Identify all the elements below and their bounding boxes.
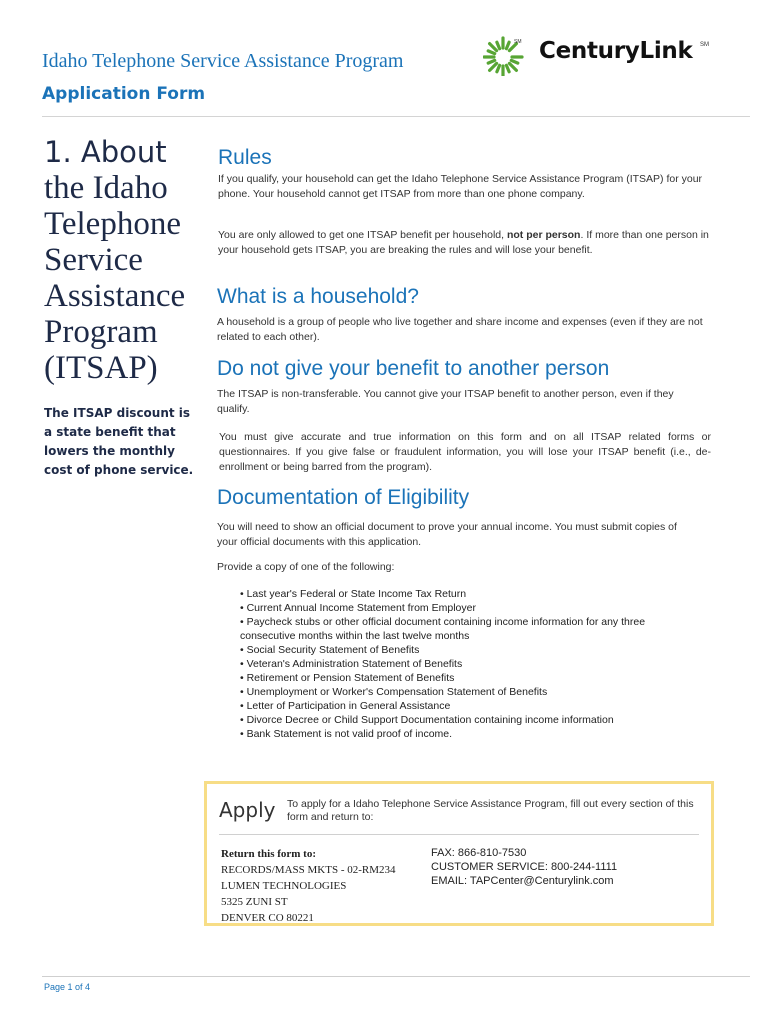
return-line: 5325 ZUNI ST (221, 896, 288, 908)
document-item: • Social Security Statement of Benefits (240, 643, 695, 657)
document-item: • Divorce Decree or Child Support Documentation containing income information (240, 713, 695, 727)
document-item: • Letter of Participation in General Assistance (240, 699, 695, 713)
logo-ray (509, 63, 516, 70)
customer-service-number: CUSTOMER SERVICE: 800-244-1111 (431, 861, 618, 873)
document-item: • Unemployment or Worker's Compensation Statement of Benefits (240, 685, 695, 699)
logo-text: CenturyLink (539, 38, 693, 64)
documentation-heading: Documentation of Eligibility (217, 486, 470, 509)
header-divider (42, 116, 750, 117)
logo-ray (511, 60, 518, 63)
logo-mark-label: SM (514, 39, 522, 45)
rules-p2-end: . If more than one person in your household gets ITSAP, you are breaking the rules and will lose your benefit. (218, 229, 709, 256)
document-item: • Last year's Federal or State Income Tax Return (240, 587, 695, 601)
rules-paragraph-2 (218, 228, 710, 258)
centurylink-logo-icon (483, 36, 531, 76)
return-line: RECORDS/MASS MKTS - 02-RM234 (221, 864, 396, 876)
apply-divider (219, 834, 699, 835)
apply-heading: Apply (219, 798, 276, 822)
documents-list (240, 587, 695, 741)
documentation-instruction: Provide a copy of one of the following: (217, 561, 395, 573)
documentation-paragraph: You will need to show an official document to prove your annual income. You must submit copies of your official documents with this application. (217, 521, 677, 548)
itsap-note: The ITSAP discount is a state benefit that lowers the monthly cost of phone service. (44, 406, 194, 477)
rules-p2-start: You are only allowed to get one ITSAP benefit per household, (218, 229, 507, 241)
logo-ray (497, 65, 500, 72)
household-paragraph: A household is a group of people who live together and share income and expenses (even if they are not related to each other). (217, 316, 703, 343)
fax-number: FAX: 866-810-7530 (431, 847, 527, 859)
document-item: • Bank Statement is not valid proof of income. (240, 727, 695, 741)
footer-divider (42, 976, 750, 977)
documents-list-items (240, 587, 695, 741)
return-label: Return this form to: (221, 848, 317, 860)
logo-ray (490, 63, 497, 70)
section-title-rest: the Idaho Telephone Service Assistance Program (ITSAP) (44, 170, 186, 386)
document-item: • Current Annual Income Statement from Employer (240, 601, 695, 615)
return-line: LUMEN TECHNOLOGIES (221, 880, 347, 892)
benefit-paragraph-1: The ITSAP is non-transferable. You cannot give your ITSAP benefit to another person, even if they qualify. (217, 388, 674, 415)
logo-ray (488, 60, 495, 63)
logo-service-mark: SM (700, 42, 709, 48)
section-title-line1: 1. About (44, 135, 167, 169)
centurylink-logo (483, 36, 713, 76)
benefit-paragraph-2: You must give accurate and true information on this form and on all ITSAP related forms or questionnaires. If you give false or fraudulent information, you will lose your ITSAP benefit (i.e., de-enrollment or being barred from the program). (219, 431, 711, 473)
page-number: Page 1 of 4 (44, 982, 91, 992)
logo-ray (490, 44, 497, 51)
apply-instructions: To apply for a Idaho Telephone Service Assistance Program, fill out every section of this form and return to: (287, 798, 694, 823)
document-item: • Retirement or Pension Statement of Benefits (240, 671, 695, 685)
email-address: EMAIL: TAPCenter@Centurylink.com (431, 875, 614, 887)
form-title: Application Form (42, 84, 206, 104)
return-address (221, 846, 396, 926)
logo-ray (488, 51, 495, 54)
program-title: Idaho Telephone Service Assistance Program (42, 50, 404, 72)
logo-ray (506, 65, 509, 72)
document-item: • Veteran's Administration Statement of Benefits (240, 657, 695, 671)
rules-p2-emphasis: not per person (506, 229, 581, 241)
apply-box (204, 781, 714, 926)
section-title (44, 134, 204, 386)
benefit-heading: Do not give your benefit to another person (217, 357, 610, 380)
logo-ray (506, 42, 509, 49)
contact-info (431, 846, 617, 888)
return-line: DENVER CO 80221 (221, 912, 314, 924)
logo-ray (497, 42, 500, 49)
rules-heading: Rules (218, 146, 272, 169)
rules-paragraph-1: If you qualify, your household can get the Idaho Telephone Service Assistance Program (ITSAP) for your phone. Your household cannot get ITSAP from more than one phone company. (218, 173, 703, 200)
household-heading: What is a household? (217, 285, 419, 308)
document-item: • Paycheck stubs or other official document containing income information for any three consecutive months within the last twelve months (240, 615, 695, 643)
